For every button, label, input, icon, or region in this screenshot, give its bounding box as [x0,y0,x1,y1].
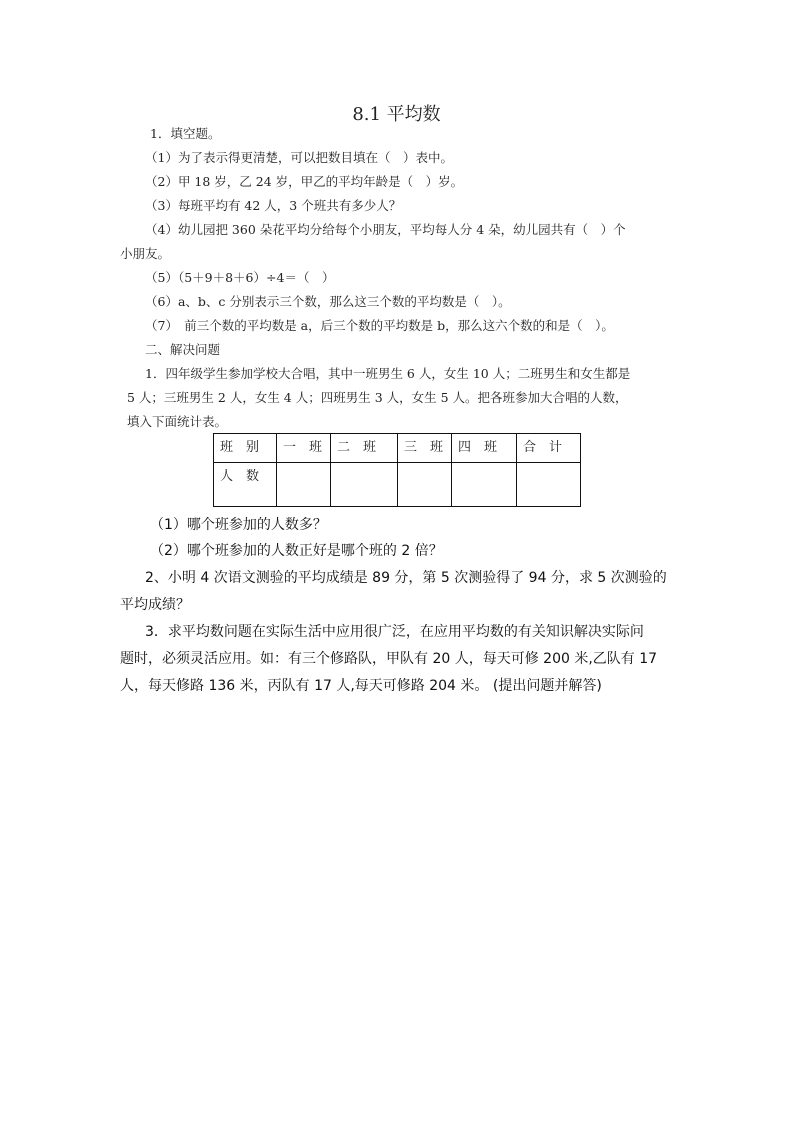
fill-item-7: （7） 前三个数的平均数是 a，后三个数的平均数是 b，那么这六个数的和是（ ）。 [145,318,614,333]
q2-line: 平均成绩？ [120,597,190,613]
fill-item-1: （1）为了表示得更清楚，可以把数目填在（ ）表中。 [145,150,453,165]
q3-line: 题时，必须灵活应用。如：有三个修路队，甲队有 20 人，每天可修 200 米,乙队有 17 [120,651,658,667]
fill-item-5: （5）（5＋9＋8＋6）÷4＝（ ） [145,270,335,285]
q3-line: 人，每天修路 136 米，丙队有 17 人,每天可修路 204 米。 (提出问题并解答) [120,678,602,694]
section1-heading: 1．填空题。 [150,126,221,141]
table-header-cell: 四 班 [452,434,517,463]
table-header-cell: 合 计 [517,434,581,463]
table-cell-blank [517,463,581,507]
table-cell-blank [277,463,331,507]
fill-item-2: （2）甲 18 岁，乙 24 岁，甲乙的平均年龄是（ ）岁。 [145,174,464,189]
table-cell-blank [331,463,398,507]
q2-line: 2、小明 4 次语文测验的平均成绩是 89 分，第 5 次测验得了 94 分，求 5 次测验的 [145,570,667,586]
table-row-label: 人 数 [214,463,277,507]
table-row [214,463,581,507]
fill-item-3: （3）每班平均有 42 人，3 个班共有多少人？ [145,198,402,213]
fill-item-6: （6）a、b、c 分别表示三个数，那么这三个数的平均数是（ ）。 [145,294,511,309]
fill-item-4: （4）幼儿园把 360 朵花平均分给每个小朋友，平均每人分 4 朵，幼儿园共有（ ）个 [145,222,626,237]
table-header-cell: 一 班 [277,434,331,463]
q1-line: 5 人；三班男生 2 人，女生 4 人；四班男生 3 人，女生 5 人。把各班参加大合唱的人数， [127,390,628,405]
stats-table [213,433,581,507]
table-header-cell: 二 班 [331,434,398,463]
table-header-row [214,434,581,463]
sub-question-2: （2）哪个班参加的人数正好是哪个班的 2 倍？ [150,543,443,559]
table-header-cell: 班 别 [214,434,277,463]
q1-line: 1．四年级学生参加学校大合唱，其中一班男生 6 人，女生 10 人；二班男生和女生都是 [145,366,631,381]
table-cell-blank [452,463,517,507]
q3-line: 3．求平均数问题在实际生活中应用很广泛，在应用平均数的有关知识解决实际问 [145,624,644,640]
q1-line: 填入下面统计表。 [127,414,228,429]
table-cell-blank [398,463,452,507]
table-header-cell: 三 班 [398,434,452,463]
sub-question-1: （1）哪个班参加的人数多？ [150,517,327,533]
section2-heading: 二、解决问题 [145,342,221,357]
fill-item-4-cont: 小朋友。 [120,246,171,261]
page-title: 8.1 平均数 [352,104,441,125]
